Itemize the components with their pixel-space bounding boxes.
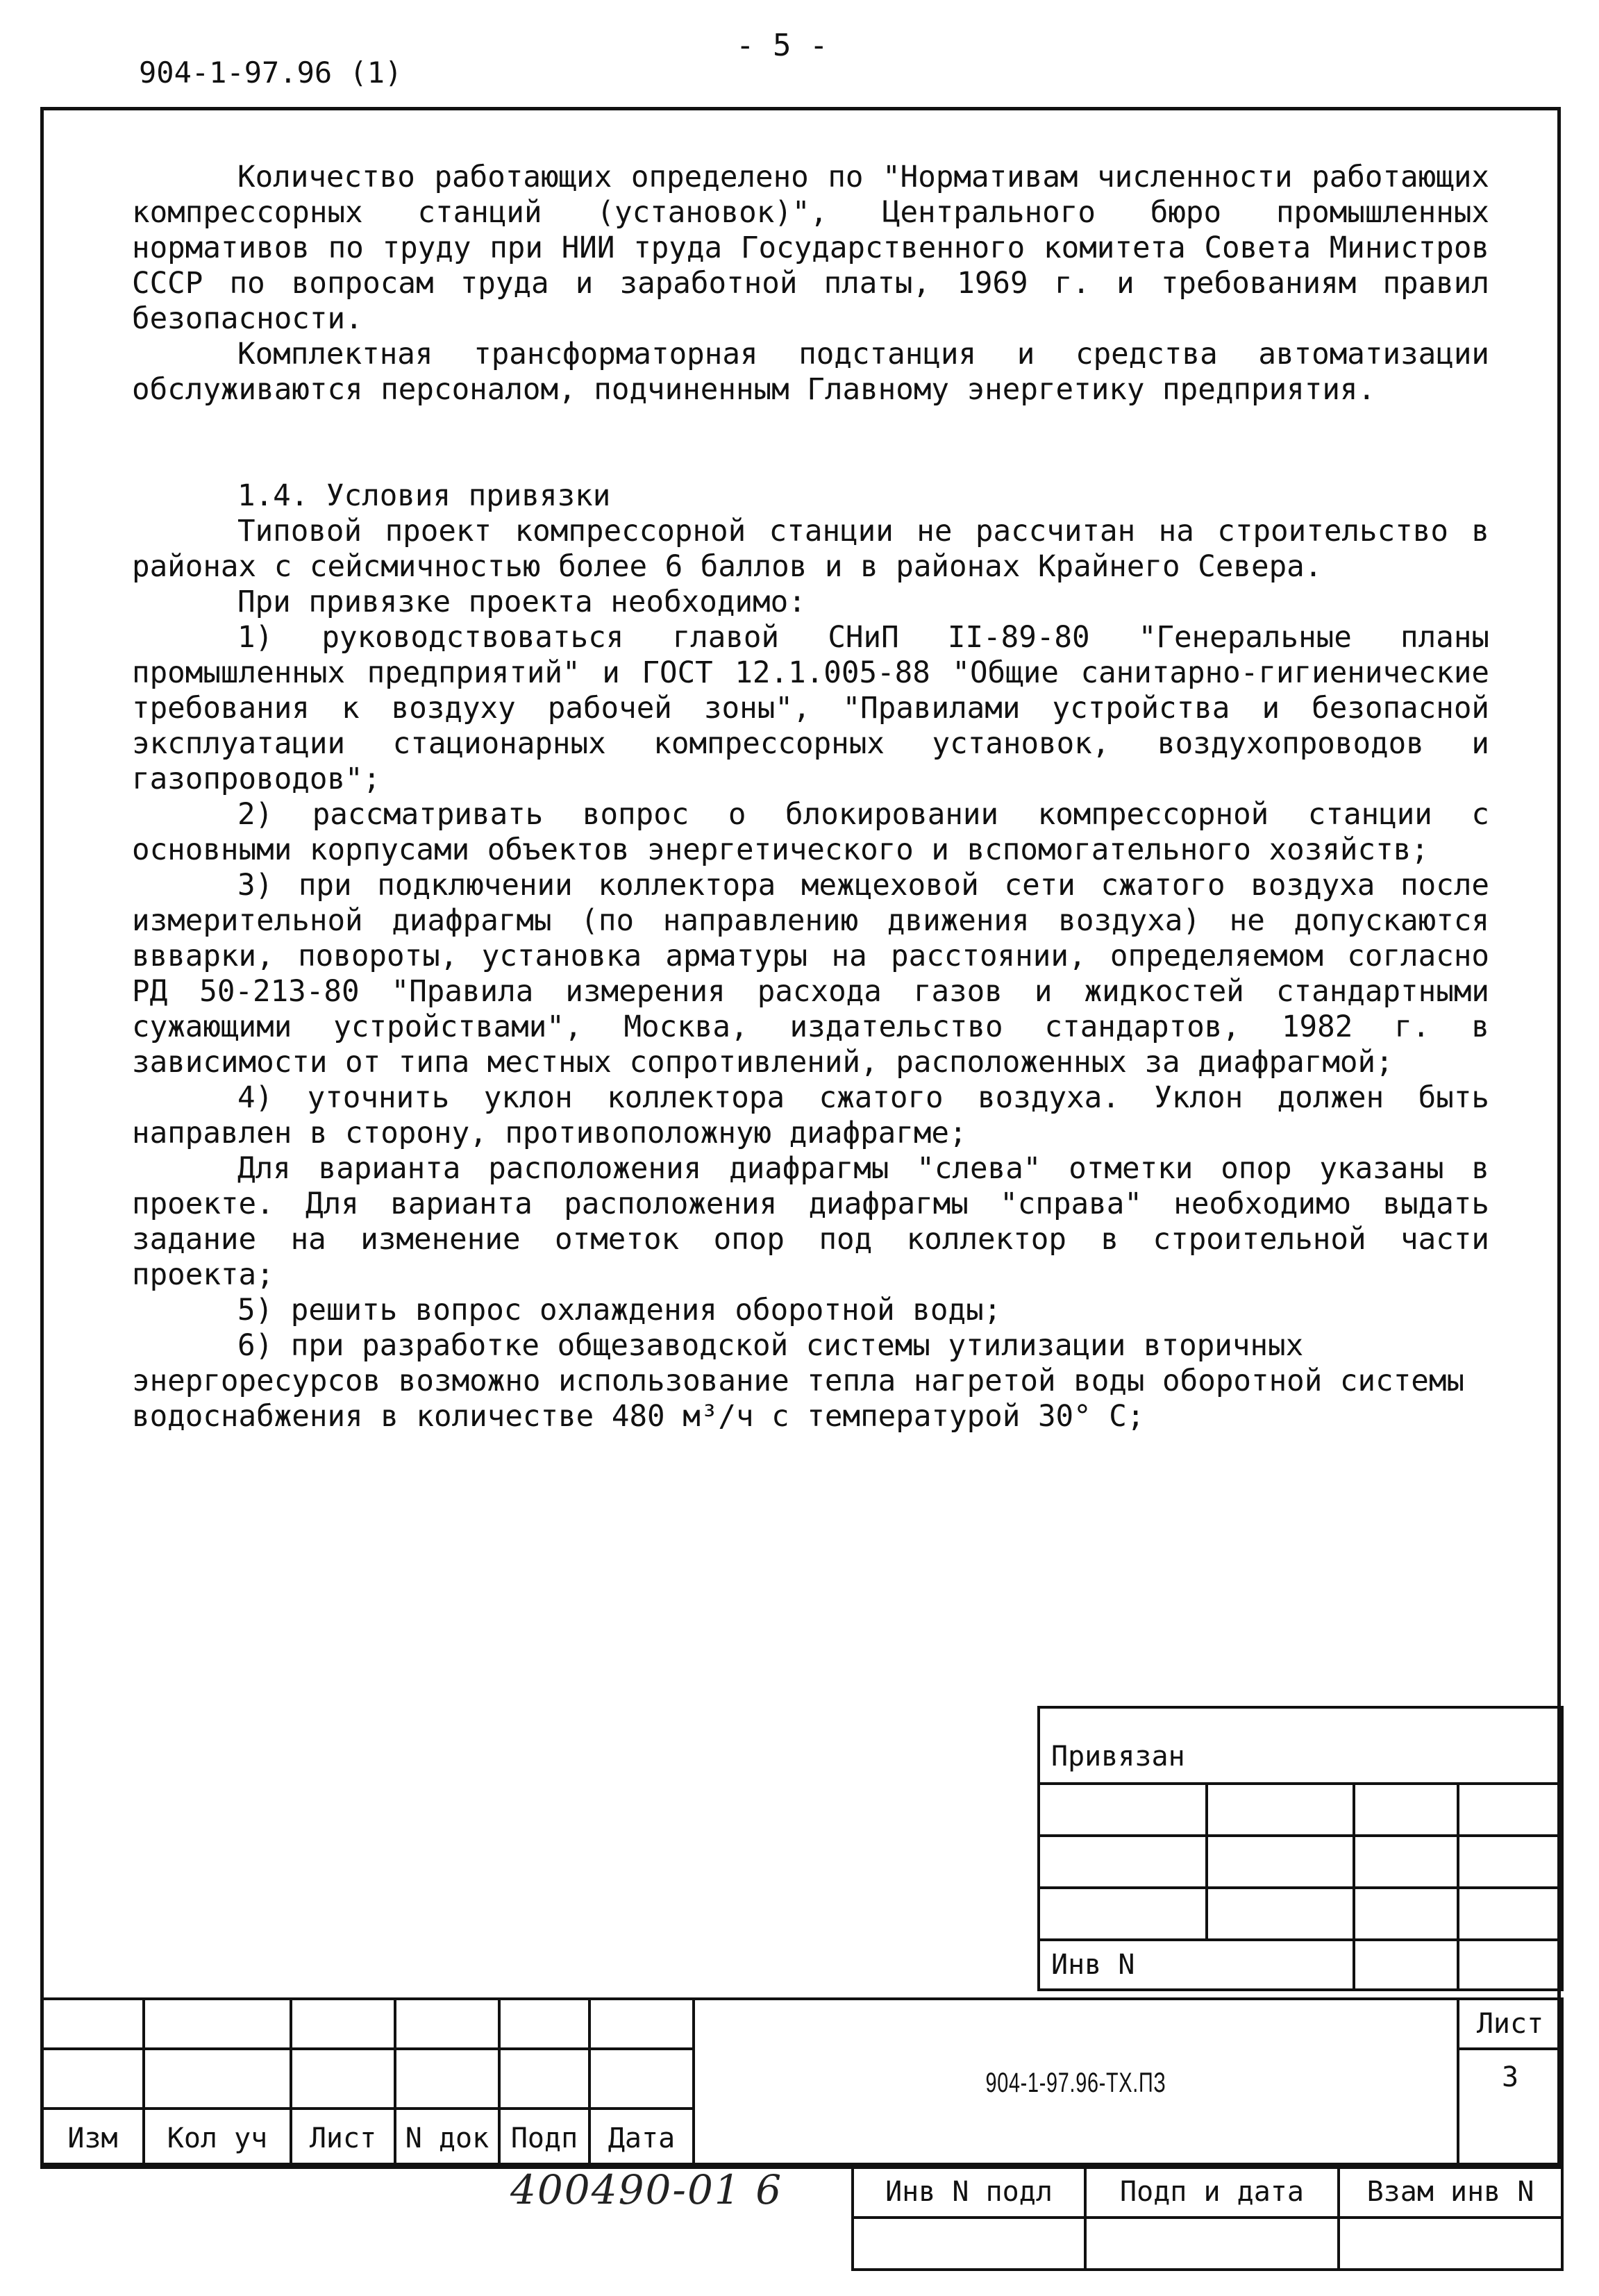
column-podp: Подп — [499, 2109, 589, 2168]
paragraph-seismic: Типовой проект компрессорной станции не рассчитан на строительство в районах с сейсмичностью более 6 баллов и в районах Крайнего Севера. — [132, 514, 1489, 584]
revision-cell — [395, 2049, 499, 2109]
binding-cell — [1354, 1836, 1458, 1888]
binding-cell — [1039, 1836, 1207, 1888]
binding-cell — [1207, 1888, 1354, 1940]
binding-cell — [1207, 1784, 1354, 1836]
list-item-4: 4) уточнить уклон коллектора сжатого воздуха. Уклон должен быть направлен в сторону, противоположную диафрагме; — [132, 1081, 1489, 1150]
paragraph-spacer — [132, 408, 1489, 478]
revision-cell — [589, 2049, 694, 2109]
column-n-dok: N док — [395, 2109, 499, 2168]
binding-cell — [1354, 1888, 1458, 1940]
binding-cell — [1458, 1836, 1562, 1888]
list-item-6: 6) при разработке общезаводской системы утилизации вторичных энергоресурсов возможно использование тепла нагретой воды оборотной системы водоснабжения в количестве 480 м³/ч с температурой 30° С; — [132, 1329, 1465, 1434]
inventory-cell — [853, 2218, 1085, 2270]
paragraph-binding-intro: При привязке проекта необходимо: — [237, 585, 806, 619]
revision-cell — [499, 2049, 589, 2109]
binding-cell — [1458, 1784, 1562, 1836]
sheet-label: Лист — [1458, 1999, 1562, 2049]
binding-cell — [1207, 1836, 1354, 1888]
header-doc-code: 904-1-97.96 (1) — [139, 56, 403, 90]
title-block — [40, 1997, 1564, 2169]
inventory-block — [851, 2164, 1564, 2271]
list-item-3: 3) при подключении коллектора межцеховой сети сжатого воздуха после измерительной диафрагмы (по направлению движения воздуха) не допускаются ввварки, повороты, установка арматуры на расстоянии, определяемом согласно РД 50-213-80 "Правила измерения расхода газов и жидкостей стандартными сужающими устройствами", Москва, издательство стандартов, 1982 г. в зависимости от типа местных сопротивлений, расположенных за диафрагмой; — [132, 869, 1489, 1080]
section-heading: 1.4. Условия привязки — [237, 479, 611, 513]
revision-cell — [291, 1999, 395, 2049]
paragraph-staff-count: Количество работающих определено по "Нормативам численности работающих компрессорных станций (установок)", Центрального бюро промышленных нормативов по труду при НИИ труда Государственного комитета Совета Министров СССР по вопросам труда и заработной платы, 1969 г. и требованиям правил безопасности. — [132, 160, 1489, 336]
binding-cell — [1039, 1784, 1207, 1836]
handwritten-inventory-number: 400490-01 6 — [510, 2166, 783, 2213]
revision-cell — [589, 1999, 694, 2049]
column-izm: Изм — [42, 2109, 144, 2168]
revision-cell — [499, 1999, 589, 2049]
inventory-cell — [1339, 2218, 1562, 2270]
binding-cell — [1039, 1888, 1207, 1940]
column-podp-i-data: Подп и дата — [1085, 2165, 1339, 2218]
list-item-5: 5) решить вопрос охлаждения оборотной воды; — [237, 1293, 1002, 1327]
explanatory-note-text — [132, 160, 1489, 1434]
inventory-cell — [1085, 2218, 1339, 2270]
binding-cell — [1458, 1888, 1562, 1940]
column-list: Лист — [291, 2109, 395, 2168]
revision-cell — [144, 2049, 291, 2109]
revision-cell — [144, 1999, 291, 2049]
column-inv-n-podl: Инв N подл — [853, 2165, 1085, 2218]
sheet-number: 3 — [1458, 2049, 1562, 2168]
paragraph-diaphragm-variant: Для варианта расположения диафрагмы "слева" отметки опор указаны в проекте. Для варианта расположения диафрагмы "справа" необходимо выдать задание на изменение отметок опор под коллектор в строительной части проекта; — [132, 1152, 1489, 1292]
document-designation: 904-1-97.96-ТХ.ПЗ — [801, 1999, 1351, 2168]
revision-cell — [42, 1999, 144, 2049]
binding-cell — [1354, 1784, 1458, 1836]
column-kol-uch: Кол уч — [144, 2109, 291, 2168]
binding-block — [1037, 1706, 1564, 1991]
column-data: Дата — [589, 2109, 694, 2168]
paragraph-substation: Комплектная трансформаторная подстанция и средства автоматизации обслуживаются персоналом, подчиненным Главному энергетику предприятия. — [132, 337, 1489, 407]
revision-cell — [395, 1999, 499, 2049]
list-item-1: 1) руководствоваться главой СНиП II-89-80 "Генеральные планы промышленных предприятий" и ГОСТ 12.1.005-88 "Общие санитарно-гигиенические требования к воздуху рабочей зоны", "Правилами устройства и безопасной эксплуатации стационарных компрессорных установок, воздухопроводов и газопроводов"; — [132, 621, 1489, 796]
revision-cell — [291, 2049, 395, 2109]
list-item-2: 2) рассматривать вопрос о блокировании компрессорной станции с основными корпусами объектов энергетического и вспомогательного хозяйств; — [132, 798, 1489, 867]
binding-cell — [1458, 1940, 1562, 1990]
page-number: - 5 - — [736, 28, 828, 63]
binding-inv-label: Инв N — [1039, 1940, 1354, 1990]
binding-cell — [1354, 1940, 1458, 1990]
binding-title: Привязан — [1039, 1707, 1562, 1784]
column-vzam-inv-n: Взам инв N — [1339, 2165, 1562, 2218]
revision-cell — [42, 2049, 144, 2109]
